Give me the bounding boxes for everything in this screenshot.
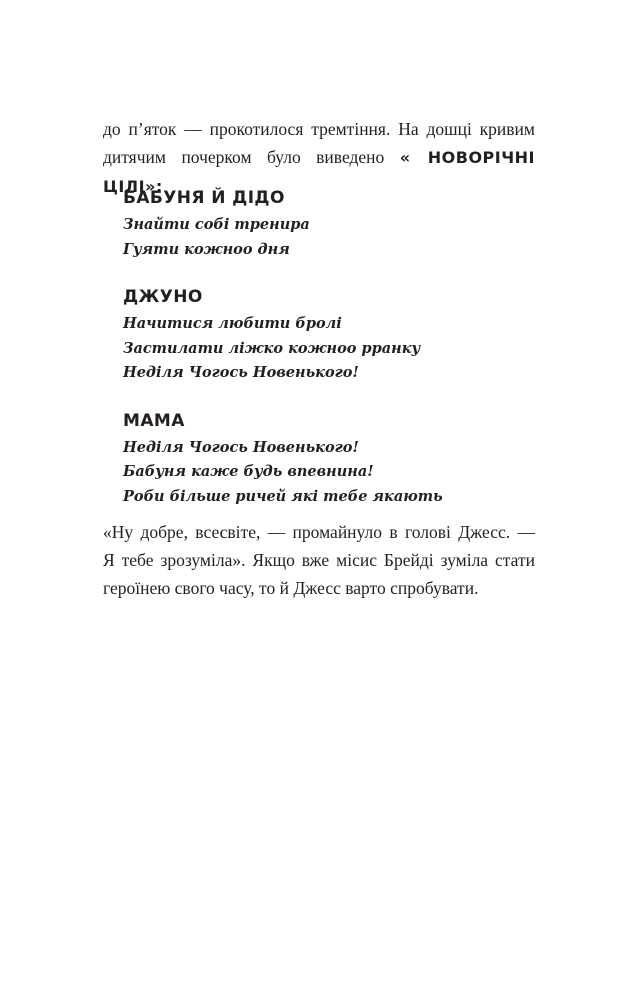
goal-group-heading: БАБУНЯ Й ДІДО — [123, 188, 285, 208]
goal-item: Застилати ліжко кожноо рранку — [123, 339, 421, 357]
goal-group-mom — [123, 408, 523, 510]
goal-item: Роби більше ричей які тебе якають — [123, 487, 443, 505]
intro-line-1: до п’яток — прокотилося тремтіння. На дошці кривим — [103, 119, 535, 139]
goal-item: Гуяти кожноо дня — [123, 240, 290, 258]
outro-paragraph — [103, 518, 535, 602]
goal-item: Неділя Чогось Новенького! — [123, 438, 359, 456]
outro-line-1: «Ну добре, всесвіте, — промайнуло в голові Джесс. — — [103, 522, 535, 542]
intro-line-2-text: дитячим почерком було виведено — [103, 147, 400, 167]
board-title: « НОВОРІЧНІ ЦІЛІ»: — [103, 148, 535, 196]
outro-line-2: Я тебе зрозуміла». Якщо вже місис Брейді зуміла стати — [103, 550, 535, 570]
goal-group-grandparents — [123, 185, 523, 262]
goal-item: Неділя Чогось Новенького! — [123, 364, 359, 381]
goal-group-juno — [123, 284, 523, 386]
goal-item: Бабуня каже будь впевнина! — [123, 463, 374, 480]
goal-item: Начитися любити бролі — [123, 315, 342, 332]
goal-item: Знайти собі тренира — [123, 216, 310, 233]
goal-group-heading: МАМА — [123, 410, 185, 431]
outro-line-3: героїнею свого часу, то й Джесс варто спробувати. — [103, 578, 479, 598]
goal-group-heading: ДЖУНО — [123, 287, 203, 307]
goals-board — [123, 185, 523, 531]
